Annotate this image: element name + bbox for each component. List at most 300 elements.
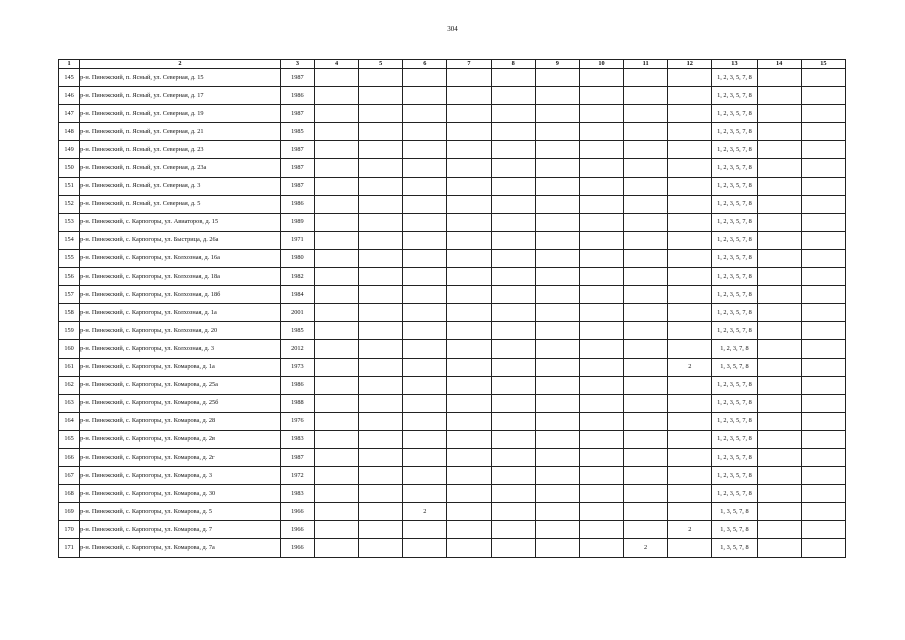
cell-col-13: 1, 2, 3, 5, 7, 8 [712,412,757,430]
address-cell: р-н. Пинежский, п. Ясный, ул. Северная, д. 23а [80,159,281,177]
cell-col-4 [314,249,358,267]
cell-col-14 [757,376,801,394]
year-cell: 1987 [280,105,314,123]
cell-col-9 [535,268,579,286]
table-row [59,412,846,430]
address-cell: р-н. Пинежский, с. Карпогоры, ул. Колхозная, д. 18б [80,286,281,304]
cell-col-11 [624,412,668,430]
column-header-3: 3 [280,60,314,69]
address-cell: р-н. Пинежский, с. Карпогоры, ул. Комарова, д. 7а [80,539,281,557]
address-cell: р-н. Пинежский, с. Карпогоры, ул. Комарова, д. 3 [80,467,281,485]
cell-col-10 [579,195,623,213]
cell-col-8 [491,87,535,105]
cell-col-6: 2 [403,503,447,521]
row-number-cell: 152 [59,195,80,213]
cell-col-11 [624,394,668,412]
cell-col-6 [403,394,447,412]
cell-col-8 [491,159,535,177]
cell-col-14 [757,412,801,430]
cell-col-12 [668,394,712,412]
cell-col-4 [314,177,358,195]
cell-col-7 [447,340,491,358]
cell-col-13: 1, 2, 3, 5, 7, 8 [712,467,757,485]
cell-col-12: 2 [668,358,712,376]
cell-col-6 [403,358,447,376]
cell-col-15 [801,213,845,231]
cell-col-12 [668,340,712,358]
column-header-14: 14 [757,60,801,69]
address-cell: р-н. Пинежский, п. Ясный, ул. Северная, д. 5 [80,195,281,213]
cell-col-9 [535,177,579,195]
year-cell: 1973 [280,358,314,376]
cell-col-7 [447,521,491,539]
cell-col-13: 1, 2, 3, 5, 7, 8 [712,304,757,322]
cell-col-8 [491,448,535,466]
cell-col-15 [801,195,845,213]
column-header-4: 4 [314,60,358,69]
table-row [59,141,846,159]
table-row [59,521,846,539]
cell-col-6 [403,340,447,358]
address-cell: р-н. Пинежский, с. Карпогоры, ул. Колхозная, д. 16а [80,249,281,267]
cell-col-7 [447,69,491,87]
cell-col-4 [314,141,358,159]
page-number: 304 [447,25,458,33]
cell-col-7 [447,430,491,448]
cell-col-12 [668,376,712,394]
table-row [59,249,846,267]
cell-col-6 [403,521,447,539]
cell-col-12 [668,69,712,87]
cell-col-15 [801,159,845,177]
cell-col-8 [491,503,535,521]
year-cell: 1972 [280,467,314,485]
year-cell: 1966 [280,521,314,539]
cell-col-13: 1, 2, 3, 5, 7, 8 [712,195,757,213]
cell-col-6 [403,322,447,340]
cell-col-12 [668,485,712,503]
cell-col-5 [359,195,403,213]
cell-col-11 [624,141,668,159]
cell-col-7 [447,539,491,557]
cell-col-4 [314,358,358,376]
cell-col-11 [624,159,668,177]
year-cell: 1966 [280,503,314,521]
cell-col-14 [757,87,801,105]
cell-col-7 [447,268,491,286]
cell-col-13: 1, 2, 3, 5, 7, 8 [712,123,757,141]
cell-col-6 [403,430,447,448]
cell-col-6 [403,141,447,159]
cell-col-11 [624,123,668,141]
cell-col-4 [314,213,358,231]
row-number-cell: 165 [59,430,80,448]
column-header-13: 13 [712,60,757,69]
cell-col-9 [535,249,579,267]
cell-col-12 [668,141,712,159]
cell-col-10 [579,249,623,267]
cell-col-10 [579,340,623,358]
cell-col-11 [624,376,668,394]
cell-col-14 [757,322,801,340]
cell-col-9 [535,123,579,141]
cell-col-8 [491,105,535,123]
row-number-cell: 151 [59,177,80,195]
cell-col-8 [491,539,535,557]
cell-col-5 [359,105,403,123]
cell-col-5 [359,268,403,286]
cell-col-9 [535,503,579,521]
row-number-cell: 145 [59,69,80,87]
year-cell: 2001 [280,304,314,322]
table-row [59,448,846,466]
table-row [59,358,846,376]
cell-col-4 [314,485,358,503]
cell-col-14 [757,159,801,177]
cell-col-6 [403,87,447,105]
cell-col-9 [535,340,579,358]
cell-col-14 [757,539,801,557]
cell-col-4 [314,521,358,539]
year-cell: 1987 [280,448,314,466]
cell-col-15 [801,105,845,123]
cell-col-11 [624,69,668,87]
cell-col-9 [535,87,579,105]
cell-col-7 [447,485,491,503]
cell-col-5 [359,485,403,503]
table-row [59,159,846,177]
cell-col-13: 1, 3, 5, 7, 8 [712,521,757,539]
cell-col-9 [535,358,579,376]
cell-col-12 [668,195,712,213]
cell-col-5 [359,340,403,358]
cell-col-6 [403,304,447,322]
cell-col-5 [359,286,403,304]
cell-col-5 [359,322,403,340]
year-cell: 1971 [280,231,314,249]
table-row [59,87,846,105]
cell-col-10 [579,105,623,123]
column-header-5: 5 [359,60,403,69]
table-row [59,123,846,141]
cell-col-14 [757,430,801,448]
cell-col-10 [579,394,623,412]
row-number-cell: 162 [59,376,80,394]
cell-col-6 [403,195,447,213]
cell-col-5 [359,123,403,141]
cell-col-6 [403,105,447,123]
cell-col-15 [801,268,845,286]
cell-col-5 [359,213,403,231]
cell-col-8 [491,340,535,358]
address-cell: р-н. Пинежский, п. Ясный, ул. Северная, д. 17 [80,87,281,105]
address-cell: р-н. Пинежский, п. Ясный, ул. Северная, д. 15 [80,69,281,87]
cell-col-12 [668,87,712,105]
cell-col-12 [668,286,712,304]
cell-col-4 [314,430,358,448]
cell-col-15 [801,249,845,267]
cell-col-6 [403,177,447,195]
cell-col-5 [359,394,403,412]
cell-col-7 [447,141,491,159]
row-number-cell: 163 [59,394,80,412]
cell-col-10 [579,430,623,448]
cell-col-9 [535,159,579,177]
address-cell: р-н. Пинежский, с. Карпогоры, ул. Быстрица, д. 26а [80,231,281,249]
cell-col-6 [403,376,447,394]
cell-col-7 [447,304,491,322]
cell-col-12 [668,503,712,521]
row-number-cell: 150 [59,159,80,177]
address-cell: р-н. Пинежский, с. Карпогоры, ул. Колхозная, д. 1а [80,304,281,322]
cell-col-14 [757,177,801,195]
cell-col-5 [359,69,403,87]
cell-col-11 [624,177,668,195]
cell-col-9 [535,394,579,412]
row-number-cell: 153 [59,213,80,231]
cell-col-5 [359,430,403,448]
cell-col-5 [359,231,403,249]
row-number-cell: 171 [59,539,80,557]
address-cell: р-н. Пинежский, с. Карпогоры, ул. Комарова, д. 7 [80,521,281,539]
column-header-12: 12 [668,60,712,69]
cell-col-5 [359,249,403,267]
table-row [59,503,846,521]
cell-col-4 [314,539,358,557]
cell-col-4 [314,412,358,430]
row-number-cell: 164 [59,412,80,430]
cell-col-6 [403,249,447,267]
cell-col-13: 1, 2, 3, 5, 7, 8 [712,141,757,159]
cell-col-7 [447,195,491,213]
row-number-cell: 157 [59,286,80,304]
cell-col-11 [624,195,668,213]
column-header-9: 9 [535,60,579,69]
cell-col-15 [801,177,845,195]
table-row [59,485,846,503]
cell-col-7 [447,448,491,466]
row-number-cell: 158 [59,304,80,322]
cell-col-9 [535,304,579,322]
year-cell: 1984 [280,286,314,304]
cell-col-8 [491,322,535,340]
cell-col-5 [359,448,403,466]
cell-col-12 [668,430,712,448]
cell-col-10 [579,286,623,304]
table-row [59,286,846,304]
cell-col-7 [447,177,491,195]
year-cell: 1976 [280,412,314,430]
cell-col-15 [801,448,845,466]
cell-col-6 [403,539,447,557]
year-cell: 1987 [280,177,314,195]
cell-col-5 [359,412,403,430]
cell-col-14 [757,69,801,87]
cell-col-7 [447,213,491,231]
cell-col-5 [359,521,403,539]
cell-col-13: 1, 2, 3, 7, 8 [712,340,757,358]
cell-col-6 [403,485,447,503]
cell-col-15 [801,467,845,485]
cell-col-14 [757,485,801,503]
cell-col-9 [535,322,579,340]
address-cell: р-н. Пинежский, п. Ясный, ул. Северная, д. 19 [80,105,281,123]
table-row [59,213,846,231]
table-body [59,69,846,558]
year-cell: 1983 [280,485,314,503]
cell-col-11 [624,448,668,466]
cell-col-11 [624,213,668,231]
cell-col-12 [668,249,712,267]
cell-col-15 [801,231,845,249]
table-row [59,340,846,358]
cell-col-7 [447,286,491,304]
cell-col-14 [757,521,801,539]
cell-col-14 [757,304,801,322]
header-row [59,60,846,69]
cell-col-14 [757,358,801,376]
cell-col-15 [801,376,845,394]
cell-col-7 [447,159,491,177]
cell-col-14 [757,503,801,521]
cell-col-7 [447,358,491,376]
cell-col-9 [535,141,579,159]
cell-col-7 [447,322,491,340]
cell-col-4 [314,467,358,485]
cell-col-10 [579,123,623,141]
cell-col-14 [757,123,801,141]
cell-col-5 [359,467,403,485]
cell-col-9 [535,430,579,448]
row-number-cell: 155 [59,249,80,267]
year-cell: 1987 [280,141,314,159]
cell-col-5 [359,503,403,521]
cell-col-12 [668,231,712,249]
cell-col-10 [579,177,623,195]
row-number-cell: 159 [59,322,80,340]
cell-col-4 [314,322,358,340]
table-row [59,539,846,557]
cell-col-15 [801,322,845,340]
cell-col-9 [535,485,579,503]
table-row [59,195,846,213]
cell-col-6 [403,286,447,304]
address-cell: р-н. Пинежский, п. Ясный, ул. Северная, д. 21 [80,123,281,141]
cell-col-13: 1, 3, 5, 7, 8 [712,539,757,557]
address-cell: р-н. Пинежский, с. Карпогоры, ул. Комарова, д. 30 [80,485,281,503]
year-cell: 1982 [280,268,314,286]
cell-col-5 [359,358,403,376]
cell-col-4 [314,268,358,286]
cell-col-13: 1, 2, 3, 5, 7, 8 [712,231,757,249]
table-row [59,177,846,195]
cell-col-12: 2 [668,521,712,539]
cell-col-4 [314,69,358,87]
cell-col-10 [579,87,623,105]
cell-col-11 [624,430,668,448]
cell-col-4 [314,105,358,123]
cell-col-8 [491,141,535,159]
cell-col-10 [579,69,623,87]
cell-col-15 [801,503,845,521]
cell-col-8 [491,394,535,412]
cell-col-6 [403,448,447,466]
table-row [59,268,846,286]
address-cell: р-н. Пинежский, п. Ясный, ул. Северная, д. 23 [80,141,281,159]
cell-col-14 [757,467,801,485]
cell-col-6 [403,268,447,286]
cell-col-7 [447,412,491,430]
cell-col-15 [801,539,845,557]
cell-col-10 [579,304,623,322]
cell-col-10 [579,268,623,286]
cell-col-15 [801,358,845,376]
cell-col-4 [314,304,358,322]
cell-col-8 [491,177,535,195]
cell-col-6 [403,69,447,87]
cell-col-9 [535,286,579,304]
year-cell: 1986 [280,376,314,394]
cell-col-13: 1, 2, 3, 5, 7, 8 [712,69,757,87]
cell-col-9 [535,231,579,249]
year-cell: 1987 [280,69,314,87]
cell-col-13: 1, 2, 3, 5, 7, 8 [712,268,757,286]
table-row [59,430,846,448]
address-cell: р-н. Пинежский, с. Карпогоры, ул. Комарова, д. 25а [80,376,281,394]
cell-col-10 [579,448,623,466]
cell-col-13: 1, 3, 5, 7, 8 [712,358,757,376]
cell-col-4 [314,87,358,105]
year-cell: 1985 [280,123,314,141]
cell-col-4 [314,448,358,466]
cell-col-15 [801,521,845,539]
cell-col-10 [579,159,623,177]
cell-col-7 [447,394,491,412]
cell-col-9 [535,376,579,394]
cell-col-7 [447,123,491,141]
cell-col-7 [447,503,491,521]
address-cell: р-н. Пинежский, с. Карпогоры, ул. Комарова, д. 5 [80,503,281,521]
cell-col-13: 1, 2, 3, 5, 7, 8 [712,286,757,304]
cell-col-11 [624,249,668,267]
cell-col-6 [403,231,447,249]
cell-col-13: 1, 2, 3, 5, 7, 8 [712,376,757,394]
cell-col-12 [668,159,712,177]
cell-col-12 [668,322,712,340]
year-cell: 1966 [280,539,314,557]
cell-col-13: 1, 2, 3, 5, 7, 8 [712,159,757,177]
cell-col-14 [757,105,801,123]
cell-col-12 [668,304,712,322]
cell-col-14 [757,286,801,304]
address-cell: р-н. Пинежский, с. Карпогоры, ул. Комарова, д. 1а [80,358,281,376]
cell-col-8 [491,304,535,322]
cell-col-10 [579,485,623,503]
table-row [59,467,846,485]
cell-col-7 [447,249,491,267]
table-row [59,322,846,340]
cell-col-12 [668,123,712,141]
row-number-cell: 170 [59,521,80,539]
year-cell: 1987 [280,159,314,177]
cell-col-7 [447,231,491,249]
year-cell: 1989 [280,213,314,231]
cell-col-5 [359,539,403,557]
row-number-cell: 160 [59,340,80,358]
column-header-11: 11 [624,60,668,69]
cell-col-12 [668,177,712,195]
cell-col-15 [801,286,845,304]
